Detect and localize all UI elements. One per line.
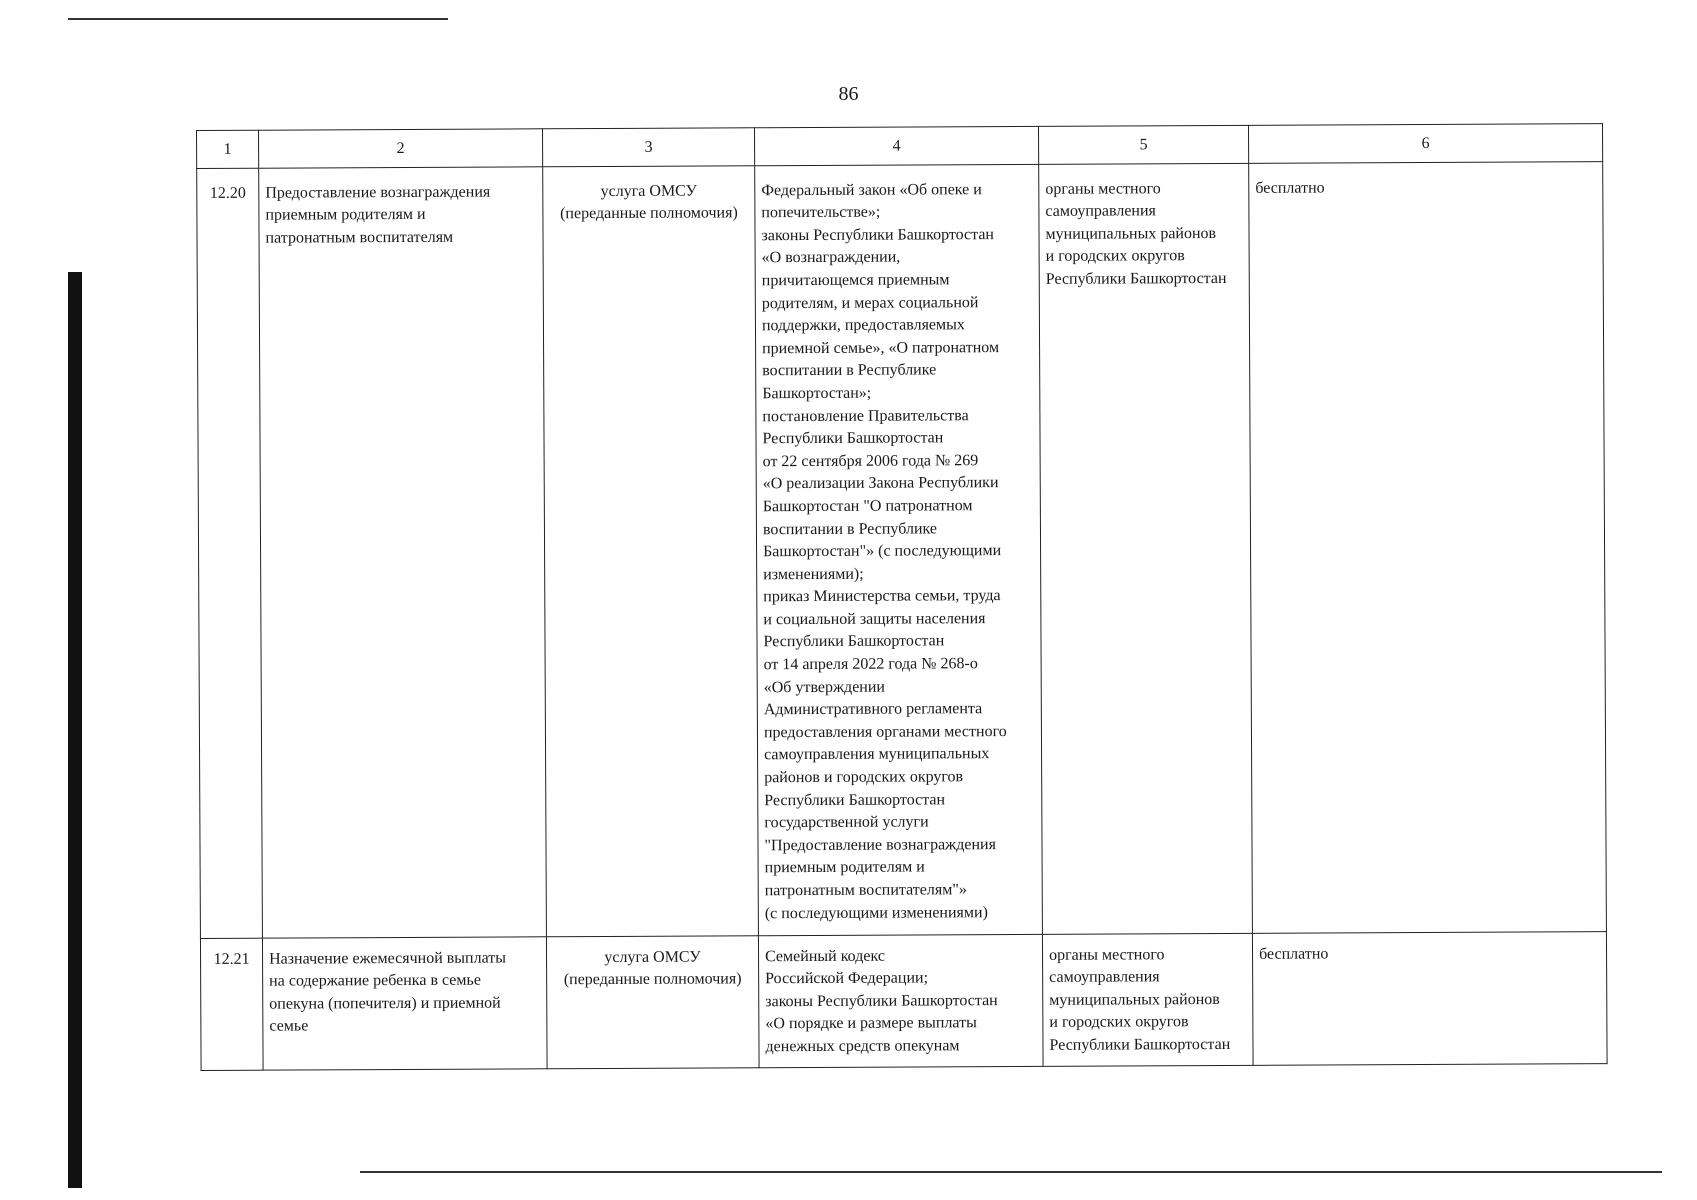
scan-edge-bottom [360,1171,1662,1173]
service-type: услуга ОМСУ (переданные полномочия) [546,935,759,1068]
service-name: Назначение ежемесячной выплаты на содержание ребенка в семье опекуна (попечителя) и приемной семье [262,936,547,1069]
service-name: Предоставление вознаграждения приемным родителям и патронатным воспитателям [259,166,547,937]
scan-edge-left [68,272,82,1188]
column-header-3: 3 [542,128,754,167]
service-provider: органы местного самоуправления муниципальных районов и городских округов Республики Башкортостан [1039,163,1253,934]
service-fee: бесплатно [1252,931,1607,1065]
legal-basis: Федеральный закон «Об опеке и попечительстве»; законы Республики Башкортостан «О вознаграждении, причитающемся приемным родителям, и мерах социальной поддержки, предоставляемых приемной семье», «О патронатном воспитании в Республике Башкортостан»; постановление Правительства Республики Башкортостан от 22 сентября 2006 года № 269 «О реализации Закона Республики Башкортостан "О патронатном воспитании в Республике Башкортостан"» (с последующими изменениями); приказ Министерства семьи, труда и социальной защиты населения Республики Башкортостан от 14 апреля 2022 года № 268-о «Об утверждении Административного регламента предоставления органами местного самоуправления муниципальных районов и городских округов Республики Башкортостан государственной услуги "Предоставление вознаграждения приемным родителям и патронатным воспитателям"» (с последующими изменениями) [755,164,1043,935]
page-number: 86 [838,83,859,105]
service-fee: бесплатно [1249,161,1607,933]
legal-basis: Семейный кодекс Российской Федерации; законы Республики Башкортостан «О порядке и размере выплаты денежных средств опекунам [758,934,1043,1067]
table-row [200,931,1607,1070]
table-row [197,161,1607,938]
column-header-1: 1 [197,130,259,168]
column-header-5: 5 [1038,125,1248,164]
service-provider: органы местного самоуправления муниципальных районов и городских округов Республики Башкортостан [1042,933,1253,1066]
row-number: 12.21 [200,938,263,1070]
service-type: услуга ОМСУ (переданные полномочия) [543,165,759,936]
column-header-2: 2 [259,129,543,168]
column-header-4: 4 [754,126,1038,165]
column-header-6: 6 [1248,124,1602,163]
row-number: 12.20 [197,168,263,938]
services-table [196,123,1608,1070]
scan-edge-top [68,18,448,20]
